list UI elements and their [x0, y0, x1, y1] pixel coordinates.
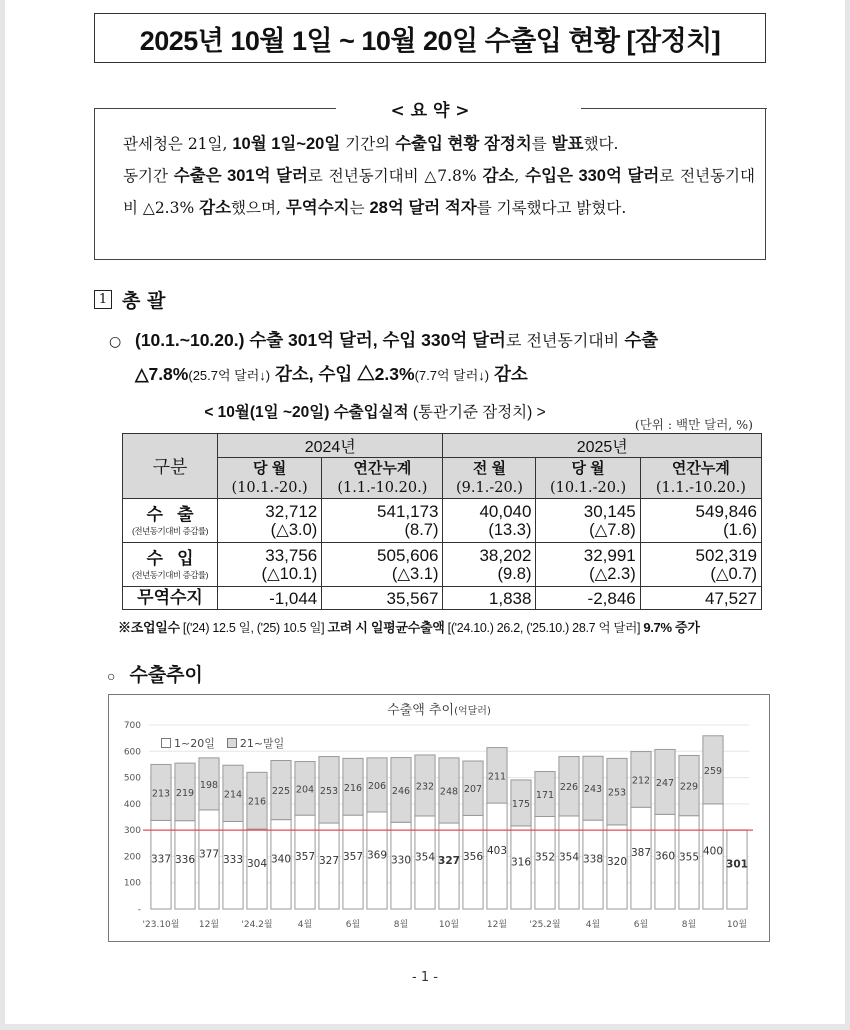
svg-text:100: 100: [123, 878, 141, 889]
svg-text:211: 211: [487, 771, 507, 783]
svg-text:248: 248: [439, 786, 459, 798]
header-col: 당 월 (10.1.-20.): [218, 458, 322, 499]
svg-text:'23.10월: '23.10월: [142, 920, 180, 930]
svg-text:354: 354: [558, 851, 580, 864]
table-unit-label: (단위 : 백만 달러, %): [634, 417, 753, 432]
page-title: [94, 13, 766, 63]
svg-text:333: 333: [222, 854, 244, 867]
svg-text:6월: 6월: [633, 920, 649, 930]
svg-text:354: 354: [414, 851, 436, 864]
bullet-circle-icon: ○: [109, 334, 122, 350]
svg-text:216: 216: [343, 782, 363, 794]
svg-text:8월: 8월: [681, 920, 697, 930]
svg-text:330: 330: [390, 854, 412, 867]
header-year-2024: 2024년: [218, 434, 443, 458]
svg-text:8월: 8월: [393, 920, 409, 930]
svg-text:247: 247: [655, 777, 675, 789]
svg-text:400: 400: [702, 845, 724, 858]
svg-text:10월: 10월: [438, 920, 460, 930]
svg-text:352: 352: [534, 851, 556, 864]
svg-text:301: 301: [726, 858, 748, 871]
summary-box: [94, 101, 766, 260]
svg-text:229: 229: [679, 781, 699, 793]
svg-text:304: 304: [246, 858, 268, 871]
overview-bullet: ○ (10.1.~10.20.) 수출 301억 달러, 수입 330억 달러로 전년동기대비 수출 △7.8%(25.7억 달러↓) 감소, 수입 △2.3%(7.7억 달러↓) 감소: [109, 324, 779, 392]
svg-text:225: 225: [271, 786, 291, 798]
svg-text:206: 206: [367, 780, 387, 792]
svg-text:213: 213: [151, 788, 171, 800]
svg-text:338: 338: [582, 853, 604, 866]
page-title-text: 2025년 10월 1일 ~ 10월 20일 수출입 현황 [잠정치]: [139, 25, 721, 56]
svg-text:357: 357: [294, 851, 316, 864]
svg-text:300: 300: [123, 826, 141, 837]
svg-text:403: 403: [486, 845, 508, 858]
chart-title: 수출액 추이(억달러): [387, 703, 491, 718]
svg-text:369: 369: [366, 849, 388, 862]
summary-paragraph-1: 관세청은 21일, 10월 1일~20일 기간의 수출입 현황 잠정치를 발표했다.: [123, 135, 619, 153]
svg-text:198: 198: [199, 779, 219, 791]
svg-text:253: 253: [607, 787, 627, 799]
svg-text:387: 387: [630, 847, 652, 860]
summary-body: [105, 128, 755, 224]
svg-text:4월: 4월: [585, 920, 601, 930]
header-year-2025: 2025년: [443, 434, 762, 458]
table-footnote: ※조업일수 [('24) 12.5 일, ('25) 10.5 일] 고려 시 일평균수출액 [('24.10.) 26.2, ('25.10.) 28.7 억 달러] 9.7% 증가: [118, 620, 700, 635]
svg-text:207: 207: [463, 784, 483, 796]
svg-text:600: 600: [123, 747, 141, 758]
svg-text:6월: 6월: [345, 920, 361, 930]
export-trend-chart: [108, 694, 770, 942]
summary-label: < 요 약 >: [390, 101, 470, 121]
document-page: [5, 0, 845, 1024]
svg-text:336: 336: [174, 853, 196, 866]
svg-text:337: 337: [150, 853, 172, 866]
svg-text:356: 356: [462, 851, 484, 864]
table-row-export: 수 출 (전년동기대비 증감률) 32,712 (△3.0) 541,173 (8.7) 40,040 (13.3) 30,145 (△7.8) 549,846 (1.6): [123, 499, 762, 543]
svg-text:340: 340: [270, 853, 292, 866]
svg-text:214: 214: [223, 789, 243, 801]
table-row-balance: 무역수지 -1,044 35,567 1,838 -2,846 47,527: [123, 587, 762, 610]
svg-text:216: 216: [247, 796, 267, 808]
svg-text:175: 175: [511, 798, 531, 810]
svg-text:246: 246: [391, 785, 411, 797]
svg-text:355: 355: [678, 851, 700, 864]
svg-text:171: 171: [535, 790, 555, 801]
svg-text:327: 327: [318, 855, 340, 868]
header-col: 전 월 (9.1.-20.): [443, 458, 536, 499]
svg-text:377: 377: [198, 848, 220, 861]
svg-text:400: 400: [123, 799, 141, 810]
svg-text:204: 204: [295, 784, 315, 796]
svg-text:253: 253: [319, 785, 339, 797]
page-number: - 1 -: [412, 970, 438, 985]
svg-text:700: 700: [123, 721, 141, 731]
svg-text:4월: 4월: [297, 920, 313, 930]
svg-text:'24.2월: '24.2월: [241, 920, 273, 930]
svg-text:316: 316: [510, 856, 532, 869]
svg-text:232: 232: [415, 781, 435, 793]
svg-text:327: 327: [438, 855, 460, 868]
section-number-box: 1: [94, 290, 112, 309]
header-col: 연간누계 (1.1.-10.20.): [322, 458, 443, 499]
svg-text:212: 212: [631, 775, 651, 787]
svg-text:12월: 12월: [486, 920, 508, 930]
chart-plot: [109, 695, 769, 941]
svg-text:226: 226: [559, 782, 579, 794]
legend-item-21-end: 21~말일: [227, 735, 284, 751]
table-row-import: 수 입 (전년동기대비 증감률) 33,756 (△10.1) 505,606 (△3.1) 38,202 (9.8) 32,991 (△2.3) 502,319 (△0.7): [123, 543, 762, 587]
svg-text:-: -: [137, 905, 141, 915]
bullet-circle-icon: ○: [107, 668, 116, 684]
section-heading-overview: [94, 286, 165, 313]
svg-text:200: 200: [123, 852, 141, 863]
svg-text:320: 320: [606, 855, 628, 868]
svg-text:500: 500: [123, 773, 141, 784]
header-gubun: 구분: [123, 434, 218, 499]
svg-text:259: 259: [703, 765, 723, 777]
section-heading-export-trend: ○ 수출추이: [107, 665, 203, 686]
svg-text:243: 243: [583, 784, 603, 796]
svg-text:'25.2월: '25.2월: [529, 920, 561, 930]
legend-item-1-20: 1~20일: [161, 735, 215, 751]
svg-text:12월: 12월: [198, 920, 220, 930]
svg-text:357: 357: [342, 851, 364, 864]
header-col: 연간누계 (1.1.-10.20.): [640, 458, 761, 499]
svg-text:360: 360: [654, 850, 676, 863]
trade-table: [122, 433, 762, 610]
summary-paragraph-2: 동기간 수출은 301억 달러로 전년동기대비 △7.8% 감소, 수입은 330억 달러로 전년동기대비 △2.3% 감소했으며, 무역수지는 28억 달러 적자를 기록했다고 밝혔다.: [123, 167, 755, 217]
section-title: 총 괄: [122, 290, 166, 312]
svg-text:219: 219: [175, 787, 195, 799]
table-caption: < 10월(1일 ~20일) 수출입실적 (통관기준 잠정치) >: [204, 404, 546, 421]
svg-text:10월: 10월: [726, 920, 748, 930]
header-col: 당 월 (10.1.-20.): [536, 458, 640, 499]
